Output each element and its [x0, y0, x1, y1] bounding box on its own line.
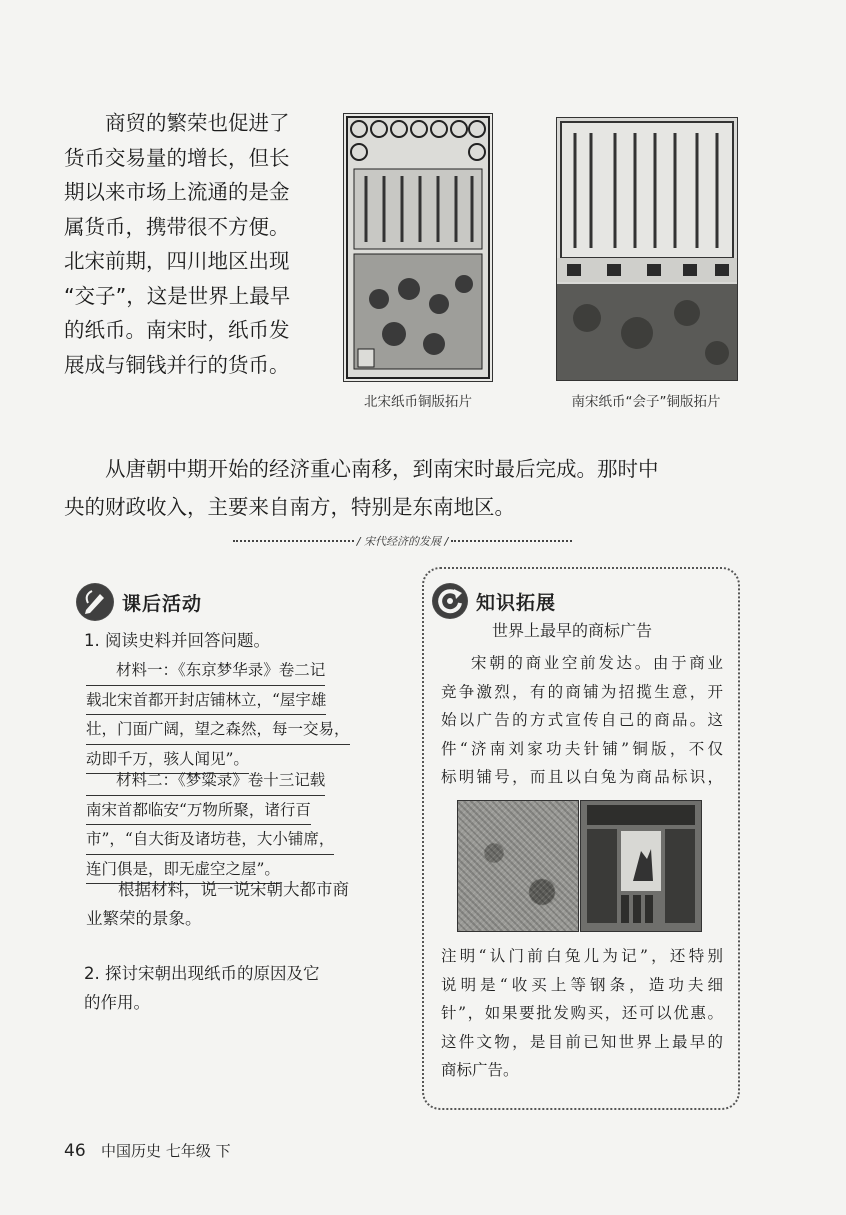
intro-line: 北宋前期，四川地区出现: [64, 249, 290, 273]
page-number: 46: [64, 1141, 86, 1161]
right-figure-caption: 南宋纸币“会子”铜版拓片: [571, 394, 721, 410]
knowledge-article-title: 世界上最早的商标广告: [492, 621, 653, 640]
question-2: [84, 960, 384, 1017]
intro-line: 期以来市场上流通的是金: [64, 180, 290, 204]
question-line: 2. 探讨宋朝出现纸币的原因及它: [84, 964, 320, 983]
knowledge-line: 说明是“收买上等钢条，造功夫细: [441, 975, 723, 994]
intro-paragraph: [64, 106, 304, 382]
left-figure-caption: 北宋纸币铜版拓片: [364, 394, 472, 410]
copper-plate-front-image: [580, 800, 702, 932]
knowledge-header: [432, 583, 556, 619]
knowledge-paragraph-1: [441, 649, 723, 792]
knowledge-heading: 知识拓展: [476, 591, 557, 614]
page-footer: [64, 1140, 231, 1161]
knowledge-line: 注明“认门前白兔儿为记”，还特别: [441, 947, 723, 965]
paragraph-line: 从唐朝中期开始的经济重心南移，到南宋时最后完成。那时中: [105, 457, 659, 481]
knowledge-line: 始以广告的方式宣传自己的商品。这: [441, 711, 723, 729]
activity-header: [76, 582, 202, 622]
intro-line: 属货币，携带很不方便。: [64, 214, 290, 239]
knowledge-line: 竞争激烈，有的商铺为招揽生意，开: [441, 682, 723, 701]
material-line: 连门俱是，即无虚空之屋”。: [86, 855, 280, 885]
section-divider: [230, 532, 575, 550]
task-line: 业繁荣的景象。: [86, 908, 202, 928]
activity-task: [86, 876, 376, 933]
knowledge-line: 件“济南刘家功夫针铺”铜版，不仅: [441, 739, 723, 758]
knowledge-line: 这件文物，是目前已知世界上最早的: [441, 1032, 723, 1051]
knowledge-line: 宋朝的商业空前发达。由于商业: [471, 654, 723, 672]
question-1: 1. 阅读史料并回答问题。: [84, 631, 270, 650]
refresh-arrow-icon: [432, 583, 468, 619]
intro-line: 的纸币。南宋时，纸币发: [64, 318, 290, 342]
activity-heading: 课后活动: [122, 592, 203, 615]
material-line: 壮，门面广阔，望之森然，每一交易，: [86, 715, 350, 745]
northern-song-banknote-image: [343, 113, 493, 382]
material-line: 载北宋首都开封店铺林立，“屋宇雄: [86, 686, 326, 716]
knowledge-line: 标明铺号，而且以白兔为商品标识，: [441, 768, 723, 786]
intro-line: 货币交易量的增长，但长: [64, 145, 290, 170]
knowledge-line: 商标广告。: [441, 1061, 519, 1079]
divider-dots-right: [451, 540, 572, 542]
material-line: 南宋首都临安“万物所聚，诸行百: [86, 796, 311, 826]
material-line: 材料二：《梦粱录》卷十三记载: [86, 766, 325, 796]
material-2: [86, 766, 376, 884]
intro-line: “交子”，这是世界上最早: [64, 283, 291, 308]
knowledge-paragraph-2: [441, 942, 723, 1085]
intro-line: 商贸的繁荣也促进了: [105, 111, 290, 135]
pencil-badge-icon: [76, 583, 114, 621]
material-1: [86, 656, 376, 774]
task-line: 根据材料，说一说宋朝大都市商: [118, 880, 349, 899]
material-line: 材料一：《东京梦华录》卷二记: [86, 656, 325, 686]
question-line: 的作用。: [84, 992, 150, 1012]
book-title: 中国历史 七年级 下: [101, 1142, 231, 1160]
paragraph-line: 央的财政收入，主要来自南方，特别是东南地区。: [64, 495, 515, 519]
southern-song-huizi-image: [556, 117, 738, 381]
divider-title: / 宋代经济的发展 /: [356, 535, 449, 548]
material-line: 动即千万，骇人闻见”。: [86, 745, 249, 775]
huizi-rubbing-drawing: [557, 118, 737, 380]
intro-line: 展成与铜钱并行的货币。: [64, 352, 290, 377]
banknote-rubbing-drawing: [344, 114, 492, 381]
divider-dots-left: [233, 540, 354, 542]
material-line: 市”，“自大街及诸坊巷，大小铺席，: [86, 825, 334, 855]
economic-center-paragraph: [64, 450, 724, 526]
copper-plate-back-image: [457, 800, 579, 932]
knowledge-line: 针”，如果要批发购买，还可以优惠。: [441, 1004, 723, 1022]
